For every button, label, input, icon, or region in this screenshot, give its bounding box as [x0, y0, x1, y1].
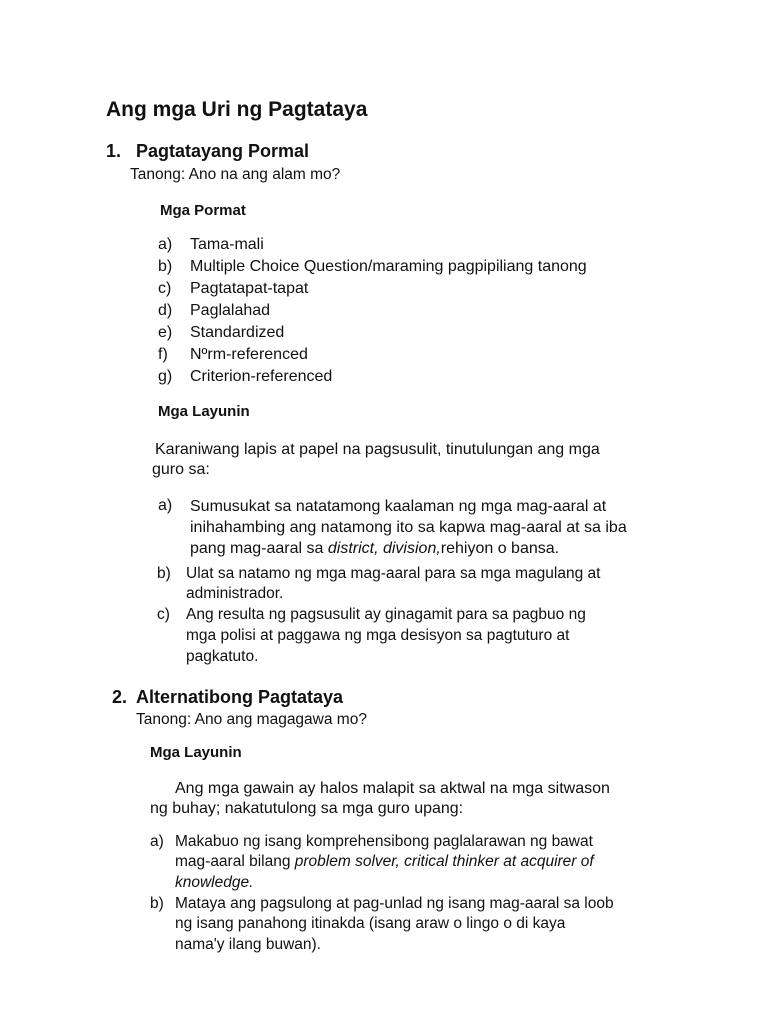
list-item-line: Ang resulta ng pagsusulit ay ginagamit para sa pagbuo ng [186, 606, 586, 623]
list-item-marker: a) [158, 497, 173, 514]
list-item-line: Mataya ang pagsulong at pag-unlad ng isang mag-aaral sa loob [175, 895, 614, 912]
list-item: d) Paglalahad [158, 302, 271, 319]
list-item: a) Tama-mali [158, 236, 264, 253]
italic-text: problem solver, critical thinker at acquirer of [294, 853, 594, 870]
list-item-line: pang mag-aaral sa district, division,rehiyon o bansa. [190, 540, 560, 557]
italic-text: district, division, [327, 540, 441, 557]
list-item-line: nama'y ilang buwan). [175, 936, 321, 953]
list-item: g) Criterion-referenced [158, 368, 333, 385]
formats-heading: Mga Pormat [160, 202, 246, 219]
list-item-line: Sumusukat sa natatamong kaalaman ng mga mag-aaral at [190, 498, 607, 515]
intro-line: ng buhay; nakatutulong sa mga guro upang: [150, 800, 464, 817]
section-number: 1. [106, 141, 122, 161]
section-2-heading [112, 687, 343, 708]
list-item-line: pagkatuto. [186, 648, 259, 665]
list-item-marker: b) [150, 895, 164, 912]
objectives-heading: Mga Layunin [150, 744, 242, 761]
intro-line: Karaniwang lapis at papel na pagsusulit, tinutulungan ang mga [155, 441, 600, 458]
list-item-line: administrador. [186, 585, 284, 602]
objectives-heading: Mga Layunin [158, 403, 250, 420]
section-1-heading [106, 141, 309, 162]
list-item-marker: a) [150, 833, 164, 850]
section-title: Alternatibong Pagtataya [136, 687, 344, 707]
page-title: Ang mga Uri ng Pagtataya [106, 98, 368, 121]
list-item-marker: b) [157, 565, 171, 582]
list-item: c) Pagtatapat-tapat [158, 280, 309, 297]
section-2-question: Tanong: Ano ang magagawa mo? [136, 711, 367, 728]
list-item-line: mga polisi at paggawa ng mga desisyon sa pagtuturo at [186, 627, 570, 644]
list-item-marker: c) [157, 606, 170, 623]
section-number: 2. [112, 687, 128, 707]
list-item: e) Standardized [158, 324, 285, 341]
list-item-line: Makabuo ng isang komprehensibong paglalarawan ng bawat [175, 833, 593, 850]
italic-text: knowledge. [175, 874, 254, 891]
list-item: b) Multiple Choice Question/maraming pagpipiliang tanong [158, 258, 587, 275]
section-title: Pagtatayang Pormal [136, 141, 310, 161]
list-item-line: ng isang panahong itinakda (isang araw o lingo o di kaya [175, 915, 566, 932]
list-item-line: mag-aaral bilang problem solver, critical thinker at acquirer of [175, 853, 594, 870]
list-item-line [175, 874, 253, 892]
section-1-question: Tanong: Ano na ang alam mo? [130, 166, 341, 183]
list-item-line: inihahambing ang natamong ito sa kapwa mag-aaral at sa iba [190, 519, 627, 536]
list-item-line: Ulat sa natamo ng mga mag-aaral para sa mga magulang at [186, 565, 601, 582]
intro-line: Ang mga gawain ay halos malapit sa aktwal na mga sitwason [175, 780, 610, 797]
list-item: f) Nºrm-referenced [158, 346, 308, 363]
intro-line: guro sa: [152, 461, 210, 478]
